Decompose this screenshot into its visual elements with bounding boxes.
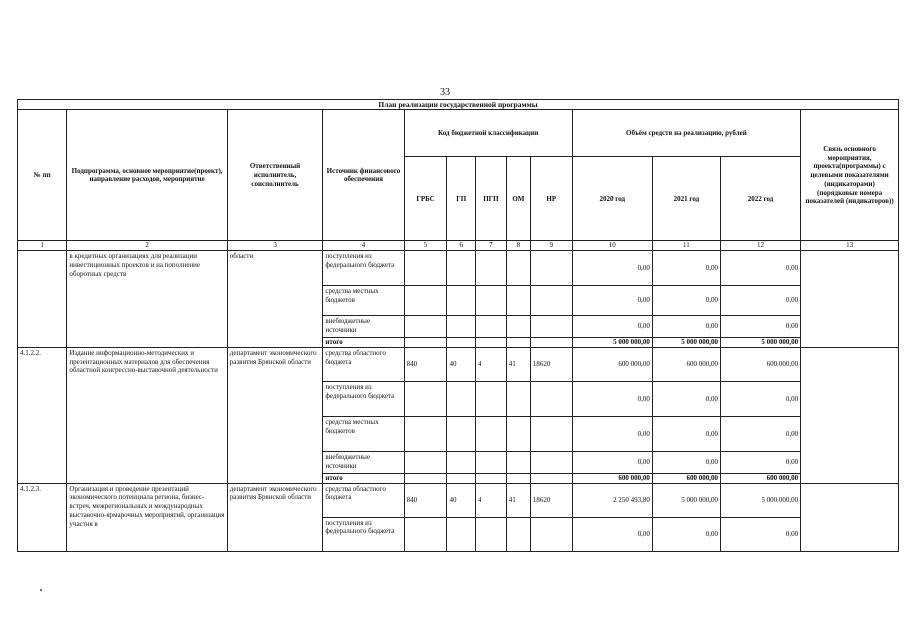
total-2021: 5 000 000,00 bbox=[652, 338, 720, 348]
value-2020: 0,00 bbox=[572, 316, 652, 338]
value-2022: 0,00 bbox=[720, 416, 800, 451]
value-2020: 600 000,00 bbox=[572, 347, 652, 381]
value-2021: 5 000 000,00 bbox=[652, 483, 720, 517]
grbs-code: 840 bbox=[404, 483, 447, 517]
responsible: департамент экономического развития Брянской области bbox=[227, 483, 323, 551]
page-number: 33 bbox=[440, 87, 450, 98]
gp-code: 40 bbox=[447, 483, 476, 517]
value-2021: 0,00 bbox=[652, 451, 720, 473]
table-title: План реализации государственной программы bbox=[18, 100, 899, 110]
pgp-code: 4 bbox=[476, 483, 507, 517]
value-2020: 0,00 bbox=[572, 517, 652, 551]
value-2021: 0,00 bbox=[652, 416, 720, 451]
col-number: 3 bbox=[227, 241, 323, 251]
value-2022: 0,00 bbox=[720, 517, 800, 551]
value-2020: 2 250 493,80 bbox=[572, 483, 652, 517]
value-2022: 0,00 bbox=[720, 451, 800, 473]
row-number: 4.1.2.3. bbox=[18, 483, 67, 551]
total-2022: 5 000 000,00 bbox=[720, 338, 800, 348]
value-2022: 0,00 bbox=[720, 286, 800, 316]
value-2021: 600 000,00 bbox=[652, 347, 720, 381]
value-2022: 0,00 bbox=[720, 251, 800, 286]
col-number: 2 bbox=[67, 241, 227, 251]
source-label: средства местных бюджетов bbox=[323, 416, 404, 451]
total-2020: 5 000 000,00 bbox=[572, 338, 652, 348]
total-2022: 600 000,00 bbox=[720, 473, 800, 483]
value-2021: 0,00 bbox=[652, 251, 720, 286]
table-row bbox=[18, 483, 899, 517]
om-code: 41 bbox=[506, 347, 530, 381]
value-2021: 0,00 bbox=[652, 517, 720, 551]
responsible: области bbox=[227, 251, 323, 348]
pgp-code: 4 bbox=[476, 347, 507, 381]
col-number: 4 bbox=[323, 241, 404, 251]
row-number: 4.1.2.2. bbox=[18, 347, 67, 483]
responsible: департамент экономического развития Брянской области bbox=[227, 347, 323, 483]
header-2020: 2020 год bbox=[572, 157, 652, 241]
value-2022: 0,00 bbox=[720, 316, 800, 338]
total-2020: 600 000,00 bbox=[572, 473, 652, 483]
source-label: средства областного бюджета bbox=[323, 483, 404, 517]
header-budget-class: Код бюджетной классификации bbox=[404, 110, 572, 157]
scan-speck bbox=[40, 589, 42, 591]
col-number: 8 bbox=[506, 241, 530, 251]
header-om: ОМ bbox=[506, 157, 530, 241]
col-number: 11 bbox=[652, 241, 720, 251]
col-number: 7 bbox=[476, 241, 507, 251]
value-2021: 0,00 bbox=[652, 316, 720, 338]
header-name: Подпрограмма, основное мероприятие(проект), направление расходов, мероприятие bbox=[67, 110, 227, 241]
source-label: поступления из федерального бюджета bbox=[323, 251, 404, 286]
np-code: 18620 bbox=[530, 483, 572, 517]
header-responsible: Ответственный исполнитель, соисполнитель bbox=[227, 110, 323, 241]
header-2021: 2021 год bbox=[652, 157, 720, 241]
activity-name: в кредитных организациях для реализации инвестиционных проектов и на пополнение оборотных средств bbox=[67, 251, 227, 348]
value-2020: 0,00 bbox=[572, 251, 652, 286]
value-2020: 0,00 bbox=[572, 286, 652, 316]
source-label: средства местных бюджетов bbox=[323, 286, 404, 316]
col-number: 9 bbox=[530, 241, 572, 251]
program-plan-table bbox=[17, 99, 899, 552]
header-gp: ГП bbox=[447, 157, 476, 241]
value-2022: 5 000 000,00 bbox=[720, 483, 800, 517]
row-number bbox=[18, 251, 67, 348]
col-number: 1 bbox=[18, 241, 67, 251]
value-2021: 0,00 bbox=[652, 381, 720, 416]
col-number: 13 bbox=[801, 241, 899, 251]
grbs-code: 840 bbox=[404, 347, 447, 381]
source-label: поступления из федерального бюджета bbox=[323, 517, 404, 551]
activity-name: Организация и проведение презентаций экономического потенциала региона, бизнес-встреч, межрегиональных и международных выставочно-ярмарочных мероприятий, организация участия в bbox=[67, 483, 227, 551]
col-number: 6 bbox=[447, 241, 476, 251]
header-pgp: ПГП bbox=[476, 157, 507, 241]
source-label: итого bbox=[323, 338, 404, 348]
header-source: Источник финансового обеспечения bbox=[323, 110, 404, 241]
source-label: внебюджетные источники bbox=[323, 316, 404, 338]
source-label: внебюджетные источники bbox=[323, 451, 404, 473]
source-label: средства областного бюджета bbox=[323, 347, 404, 381]
header-num: № пп bbox=[18, 110, 67, 241]
col-number: 5 bbox=[404, 241, 447, 251]
value-2020: 0,00 bbox=[572, 451, 652, 473]
source-label: поступления из федерального бюджета bbox=[323, 381, 404, 416]
value-2020: 0,00 bbox=[572, 381, 652, 416]
header-np: НР bbox=[530, 157, 572, 241]
column-numbers-row bbox=[18, 241, 899, 251]
col-number: 10 bbox=[572, 241, 652, 251]
gp-code: 40 bbox=[447, 347, 476, 381]
value-2021: 0,00 bbox=[652, 286, 720, 316]
table-row bbox=[18, 251, 899, 286]
np-code: 18620 bbox=[530, 347, 572, 381]
activity-name: Издание информационно-методических и презентационных материалов для обеспечения областной конгрессно-выставочной деятельности bbox=[67, 347, 227, 483]
header-link: Связь основного мероприятия, проекта(программы) с целевыми показателями (индикаторами) (порядковые номера показателей (индикаторов)) bbox=[801, 110, 899, 241]
header-2022: 2022 год bbox=[720, 157, 800, 241]
total-2021: 600 000,00 bbox=[652, 473, 720, 483]
header-grbs: ГРБС bbox=[404, 157, 447, 241]
source-label: итого bbox=[323, 473, 404, 483]
value-2020: 0,00 bbox=[572, 416, 652, 451]
header-volume: Объём средств на реализацию, рублей bbox=[572, 110, 800, 157]
value-2022: 600 000,00 bbox=[720, 347, 800, 381]
om-code: 41 bbox=[506, 483, 530, 517]
value-2022: 0,00 bbox=[720, 381, 800, 416]
col-number: 12 bbox=[720, 241, 800, 251]
table-row bbox=[18, 347, 899, 381]
